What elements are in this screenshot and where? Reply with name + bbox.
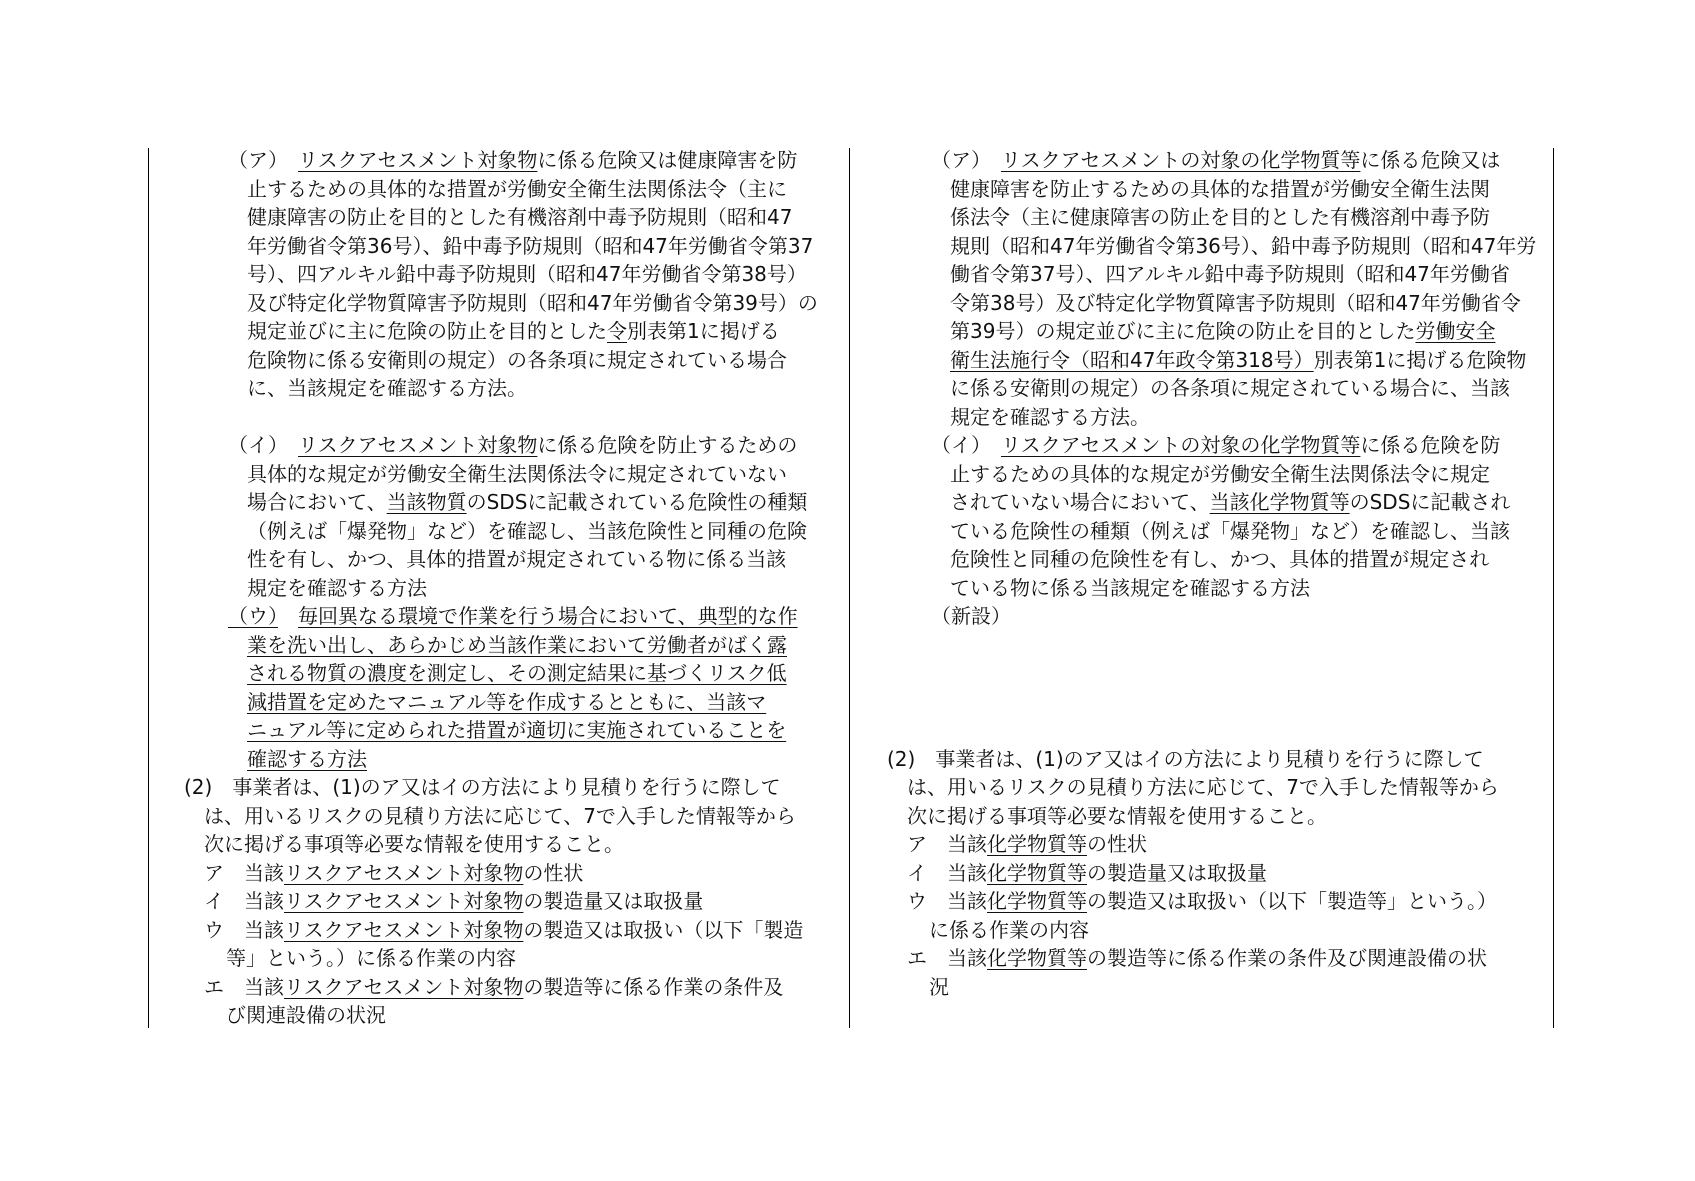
text-line xyxy=(885,574,1549,603)
spacer xyxy=(885,631,1549,745)
amended-text: リスクアセスメント対象物 xyxy=(284,860,524,885)
amended-text: 確認する方法 xyxy=(247,746,367,771)
text-line xyxy=(885,260,1549,289)
text-line xyxy=(885,232,1549,261)
text-line xyxy=(885,773,1549,802)
text-segment: 第39号）の規定並びに主に危険の防止を目的とした xyxy=(950,319,1416,343)
text-segment: イ 当該 xyxy=(907,860,987,885)
text-segment: 規定を確認する方法。 xyxy=(950,404,1150,429)
left-item-i xyxy=(182,431,844,602)
text-line xyxy=(182,289,844,318)
amended-text: 令 xyxy=(607,319,627,343)
amended-text: 化学物質等 xyxy=(987,832,1087,856)
text-segment: 健康障害を防止するための具体的な措置が労働安全衛生法関 xyxy=(950,176,1490,201)
text-line xyxy=(885,431,1549,460)
text-segment: 次に掲げる事項等必要な情報を使用すること。 xyxy=(907,803,1327,828)
text-line xyxy=(885,745,1549,774)
text-line xyxy=(885,175,1549,204)
text-segment: に、当該規定を確認する方法。 xyxy=(247,376,527,400)
text-line xyxy=(182,859,844,888)
text-segment: 止するための具体的な規定が労働安全衛生法関係法令に規定 xyxy=(950,461,1490,486)
right-item-a xyxy=(885,146,1549,431)
text-line xyxy=(182,716,844,745)
text-segment: 規定並びに主に危険の防止を目的とした xyxy=(247,319,607,343)
text-segment: 規則（昭和47年労働省令第36号）、鉛中毒予防規則（昭和47年労 xyxy=(950,233,1537,258)
text-segment: 次に掲げる事項等必要な情報を使用すること。 xyxy=(204,832,624,856)
amended-text: される物質の濃度を測定し、その測定結果に基づくリスク低 xyxy=(247,661,787,685)
text-segment: は、用いるリスクの見積り方法に応じて、7で入手した情報等から xyxy=(204,803,796,828)
text-line xyxy=(885,346,1549,375)
text-line xyxy=(885,916,1549,945)
text-segment: ア 当該 xyxy=(204,860,284,885)
text-line xyxy=(182,346,844,375)
text-segment: されていない場合において、 xyxy=(950,490,1210,514)
text-segment: ている物に係る当該規定を確認する方法 xyxy=(950,575,1310,600)
text-segment: の製造量又は取扱量 xyxy=(523,889,704,913)
text-line xyxy=(885,403,1549,432)
amended-text: リスクアセスメント対象物 xyxy=(284,974,524,999)
text-segment: （例えば「爆発物」など）を確認し、当該危険性と同種の危険 xyxy=(247,518,807,543)
text-segment: (2) 事業者は、(1)のア又はイの方法により見積りを行うに際して xyxy=(184,775,781,799)
text-line xyxy=(182,260,844,289)
text-segment xyxy=(981,433,1001,457)
text-segment: に係る危険を防止するための xyxy=(537,433,798,457)
text-segment xyxy=(981,148,1001,172)
text-line xyxy=(885,317,1549,346)
text-segment xyxy=(278,433,298,457)
text-line xyxy=(182,688,844,717)
text-line xyxy=(182,203,844,232)
text-segment: 況 xyxy=(929,974,949,999)
text-segment: 危険性と同種の危険性を有し、かつ、具体的措置が規定され xyxy=(950,547,1490,571)
text-line xyxy=(182,488,844,517)
text-segment: 別表第1に掲げる危険物 xyxy=(1313,347,1527,372)
text-line xyxy=(182,232,844,261)
text-line xyxy=(182,374,844,403)
text-line xyxy=(182,887,844,916)
text-line xyxy=(182,802,844,831)
text-segment: 及び特定化学物質障害予防規則（昭和47年労働省令第39号）の xyxy=(247,290,818,315)
text-segment: の性状 xyxy=(523,860,584,885)
text-segment: び関連設備の状況 xyxy=(226,1003,386,1027)
amended-text: リスクアセスメントの対象の化学物質等 xyxy=(1001,433,1361,457)
text-segment: ている危険性の種類（例えば「爆発物」など）を確認し、当該 xyxy=(950,518,1510,543)
right-border-line xyxy=(1553,148,1554,1028)
right-item-i xyxy=(885,431,1549,602)
text-line xyxy=(885,859,1549,888)
text-segment: 止するための具体的な措置が労働安全衛生法関係法令（主に xyxy=(247,176,787,201)
text-line xyxy=(182,431,844,460)
amended-text: 労働安全 xyxy=(1415,319,1496,343)
amended-text: 業を洗い出し、あらかじめ当該作業において労働者がばく露 xyxy=(247,632,787,657)
text-line xyxy=(182,175,844,204)
text-line xyxy=(885,460,1549,489)
text-segment: は、用いるリスクの見積り方法に応じて、7で入手した情報等から xyxy=(907,775,1499,799)
text-segment: 性を有し、かつ、具体的措置が規定されている物に係る当該 xyxy=(247,547,787,571)
right-new-label xyxy=(885,602,1549,631)
text-segment: 規定を確認する方法 xyxy=(247,575,427,600)
text-line xyxy=(885,289,1549,318)
text-segment: に係る作業の内容 xyxy=(929,917,1089,942)
right-column-current-text xyxy=(885,146,1549,1001)
left-item-a xyxy=(182,146,844,403)
text-line xyxy=(182,146,844,175)
text-segment: 等」という。）に係る作業の内容 xyxy=(226,946,516,970)
text-line xyxy=(182,317,844,346)
text-line xyxy=(182,745,844,774)
amended-text: 毎回異なる環境で作業を行う場合において、典型的な作 xyxy=(298,604,798,628)
text-segment: の製造又は取扱い（以下「製造 xyxy=(523,917,804,942)
left-item-u xyxy=(182,602,844,773)
text-line xyxy=(885,830,1549,859)
amended-text: 化学物質等 xyxy=(987,889,1087,913)
center-divider-line xyxy=(849,148,850,1028)
amended-text: 化学物質等 xyxy=(987,946,1087,970)
amended-text: リスクアセスメント対象物 xyxy=(284,889,524,913)
text-line xyxy=(885,887,1549,916)
text-segment: の製造等に係る作業の条件及 xyxy=(523,974,784,999)
text-line xyxy=(885,545,1549,574)
text-segment: イ 当該 xyxy=(204,889,284,913)
text-line xyxy=(885,374,1549,403)
text-segment: の製造等に係る作業の条件及び関連設備の状 xyxy=(1087,946,1487,970)
text-segment: 年労働省令第36号）、鉛中毒予防規則（昭和47年労働省令第37 xyxy=(247,233,814,258)
amended-text: 当該化学物質等 xyxy=(1209,490,1350,514)
text-line xyxy=(885,517,1549,546)
text-segment: 令第38号）及び特定化学物質障害予防規則（昭和47年労働省令 xyxy=(950,290,1521,315)
text-line xyxy=(885,973,1549,1002)
text-line xyxy=(885,203,1549,232)
text-line xyxy=(885,944,1549,973)
text-segment: に係る安衛則の規定）の各条項に規定されている場合に、当該 xyxy=(950,376,1510,400)
text-line xyxy=(182,574,844,603)
text-line xyxy=(885,802,1549,831)
text-segment: エ 当該 xyxy=(204,974,284,999)
amended-text: リスクアセスメントの対象の化学物質等 xyxy=(1001,148,1361,172)
text-segment: のSDSに記載され xyxy=(1349,490,1511,514)
text-segment: に係る危険を防 xyxy=(1360,433,1501,457)
text-segment: の製造又は取扱い（以下「製造等」という。） xyxy=(1087,889,1497,913)
amended-text: 化学物質等 xyxy=(987,860,1087,885)
amended-text: リスクアセスメント対象物 xyxy=(298,148,538,172)
left-column-revised-text xyxy=(182,146,844,1030)
amended-text: ニュアル等に定められた措置が適切に実施されていることを xyxy=(247,718,787,742)
amended-text: 衛生法施行令（昭和47年政令第318号） xyxy=(950,347,1314,372)
item-label: （ア） xyxy=(228,148,278,172)
text-line xyxy=(182,545,844,574)
amended-text: リスクアセスメント対象物 xyxy=(298,433,538,457)
text-line xyxy=(182,460,844,489)
text-segment: の製造量又は取扱量 xyxy=(1087,860,1267,885)
text-segment: ウ 当該 xyxy=(204,917,284,942)
item-label: （ウ） xyxy=(228,604,278,628)
item-label: （イ） xyxy=(931,433,981,457)
text-line xyxy=(182,973,844,1002)
text-line xyxy=(885,488,1549,517)
text-line xyxy=(182,916,844,945)
amended-text: 当該物質 xyxy=(386,490,467,514)
text-line xyxy=(182,773,844,802)
text-segment: に係る危険又は xyxy=(1360,148,1501,172)
text-line xyxy=(182,631,844,660)
text-line xyxy=(182,944,844,973)
left-border-line xyxy=(148,148,149,1028)
text-segment: 号）、四アルキル鉛中毒予防規則（昭和47年労働省令第38号） xyxy=(247,262,807,286)
text-line xyxy=(182,602,844,631)
text-line xyxy=(885,146,1549,175)
text-segment: 場合において、 xyxy=(247,490,387,514)
text-segment xyxy=(278,148,298,172)
text-line xyxy=(182,1001,844,1030)
text-segment: 係法令（主に健康障害の防止を目的とした有機溶剤中毒予防 xyxy=(950,205,1490,229)
text-segment: 危険物に係る安衛則の規定）の各条項に規定されている場合 xyxy=(247,347,787,372)
text-segment: 働省令第37号）、四アルキル鉛中毒予防規則（昭和47年労働省 xyxy=(950,262,1510,286)
right-paragraph-2 xyxy=(885,745,1549,1002)
amended-text: リスクアセスメント対象物 xyxy=(284,917,524,942)
text-segment: エ 当該 xyxy=(907,946,987,970)
item-label: （ア） xyxy=(931,148,981,172)
text-segment: ウ 当該 xyxy=(907,889,987,913)
text-segment: のSDSに記載されている危険性の種類 xyxy=(466,490,808,514)
text-segment: の性状 xyxy=(1087,832,1147,856)
text-segment xyxy=(278,604,298,628)
text-line xyxy=(182,659,844,688)
left-paragraph-2 xyxy=(182,773,844,1030)
amended-text: 減措置を定めたマニュアル等を作成するとともに、当該マ xyxy=(247,689,767,714)
text-segment: 健康障害の防止を目的とした有機溶剤中毒予防規則（昭和47 xyxy=(247,205,793,229)
item-label: （イ） xyxy=(228,433,278,457)
text-segment: ア 当該 xyxy=(907,832,987,856)
text-segment: に係る危険又は健康障害を防 xyxy=(537,148,798,172)
spacer xyxy=(182,403,844,432)
text-line xyxy=(182,830,844,859)
text-segment: 別表第1に掲げる xyxy=(627,319,780,343)
new-provision-label: （新設） xyxy=(931,604,1011,628)
text-segment: (2) 事業者は、(1)のア又はイの方法により見積りを行うに際して xyxy=(887,746,1484,771)
text-line xyxy=(182,517,844,546)
text-segment: 具体的な規定が労働安全衛生法関係法令に規定されていない xyxy=(247,461,787,486)
